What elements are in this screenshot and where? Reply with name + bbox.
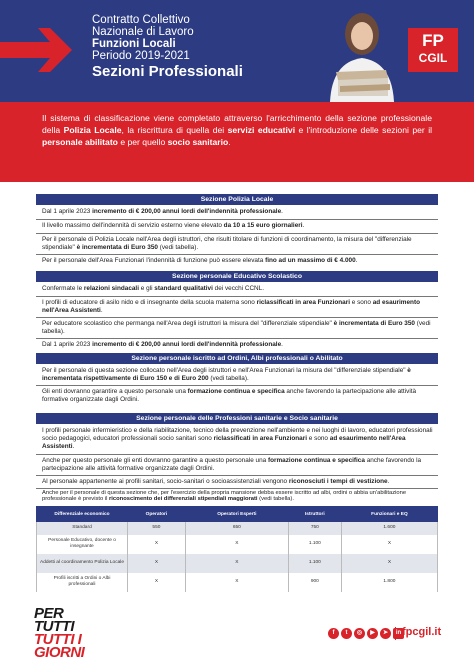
table-header-cell: Differenziale economico	[37, 507, 128, 522]
table-cell: Addetti al coordinamento Polizia Locale	[37, 554, 128, 573]
table-cell: X	[185, 554, 288, 573]
website-link[interactable]: fpcgil.it	[402, 626, 442, 638]
s1-para3: Per il personale di Polizia Locale nell'Area degli istruttori, che risulti titolare di funzioni di coordinamento, la misura del "differenziale stipendiale" è incrementata di Euro 350 (vedi tabella).	[42, 236, 412, 251]
divider	[36, 385, 438, 386]
intro-bold: personale abilitato	[42, 137, 118, 147]
arrow-graphic	[0, 20, 82, 80]
s3-para1: Per il personale di questa sezione collocato nell'Area degli istruttori e nell'Area Funzionari la misura del "differenziale stipendiale" è incrementata rispettivamente di Euro 150 e di Euro 200 (vedi tabella).	[42, 367, 411, 382]
logo-fp-text: FP	[422, 31, 444, 50]
title-line2: Nazionale di Lavoro	[92, 26, 194, 38]
header-banner	[0, 0, 474, 102]
tagline	[34, 607, 84, 659]
table-header-cell: Funzionari e EQ	[341, 507, 437, 522]
s2-para3: Per educatore scolastico che permanga nell'Area degli istruttori la misura del "differenziale stipendiale" è incrementata di Euro 350 (vedi tabella).	[42, 320, 431, 335]
intro-bold: socio sanitario	[167, 137, 229, 147]
s3-para2: Gli enti dovranno garantire a questo personale una formazione continua e specifica anche favorendo la partecipazione alle attività formative organizzate dagli Ordini.	[42, 388, 417, 403]
intro-text-part: e per quello	[117, 137, 168, 147]
tagline-line: TUTTI I	[34, 631, 82, 648]
table-cell: X	[128, 554, 186, 573]
tagline-line: PER	[34, 605, 64, 622]
title-line3: Funzioni Locali	[92, 38, 176, 50]
s4-para2: Anche per questo personale gli enti dovranno garantire a questo personale una formazione continua e specifica anche favorendo la partecipazione alle attività formative organizzate dagli Ordini.	[42, 457, 422, 472]
logo-cgil-text: CGIL	[418, 51, 448, 65]
table-header-cell: Operatori Esperti	[185, 507, 288, 522]
intro-text	[0, 102, 474, 182]
intro-text-part: , la riscrittura di quella dei	[121, 125, 228, 135]
table-row	[37, 535, 438, 554]
table-cell: 550	[128, 522, 186, 535]
table-cell: X	[341, 535, 437, 554]
divider	[36, 254, 438, 255]
s4-para1: I profili personale infermieristico e della riabilitazione, tecnico della prevenzione nell'ambiente e nei luoghi di lavoro, educatori professionali socio pedagogici, educatori professionali socio sanitari sono riclassificati in area Funzionari e sono ad esaurimento nell'Area Assistenti.	[42, 427, 433, 450]
intro-bold: Polizia Locale	[63, 125, 122, 135]
tagline-line: TUTTI	[34, 618, 74, 635]
table-cell: 1.100	[288, 535, 341, 554]
twitter-icon[interactable]: t	[341, 628, 352, 639]
fp-cgil-logo	[408, 28, 458, 72]
section-title-sanitarie: Sezione personale delle Professioni sanitarie e Socio sanitarie	[36, 413, 438, 424]
table-cell: X	[185, 535, 288, 554]
title-main: Sezioni Professionali	[92, 63, 243, 80]
linkedin-icon[interactable]: in	[393, 628, 404, 639]
tagline-line: GIORNI	[34, 644, 85, 661]
s1-para2: Il livello massimo dell'indennità di servizio esterno viene elevato da 10 a 15 euro giornalieri.	[42, 222, 305, 229]
table-cell: 750	[288, 522, 341, 535]
title-block	[92, 14, 243, 79]
divider	[36, 233, 438, 234]
s1-para4: Per il personale dell'Area Funzionari l'indennità di funzione può essere elevata fino ad un massimo di € 4.000.	[42, 257, 358, 264]
instagram-icon[interactable]: ◎	[354, 628, 365, 639]
divider	[36, 488, 438, 489]
table-cell: 1.600	[341, 522, 437, 535]
intro-bold: servizi educativi	[227, 125, 296, 135]
woman-with-books-photo	[322, 0, 402, 102]
table-header-row	[37, 507, 438, 522]
intro-text-part: Il sistema di classificazione viene completato attraverso l'arricchimento della sezione professionale della	[42, 113, 432, 135]
s2-para4: Dal 1 aprile 2023 incremento di € 200,00 annui lordi dell'indennità professionale.	[42, 341, 283, 348]
table-cell: 1.100	[288, 554, 341, 573]
youtube-icon[interactable]: ▶	[367, 628, 378, 639]
telegram-icon[interactable]: ➤	[380, 628, 391, 639]
s1-para1: Dal 1 aprile 2023 incremento di € 200,00 annui lordi dell'indennità professionale.	[42, 208, 283, 215]
section-title-polizia: Sezione Polizia Locale	[36, 194, 438, 205]
table-cell: 900	[288, 573, 341, 592]
table-cell: Personale Educativo, docente o insegnante	[37, 535, 128, 554]
table-cell: 650	[185, 522, 288, 535]
title-line4: Periodo 2019-2021	[92, 50, 190, 62]
intro-text-part: .	[228, 137, 231, 147]
s4-para3: Al personale appartenente ai profili sanitari, socio-sanitari o socioassistenziali vengono riconosciuti i tempi di vestizione.	[42, 478, 390, 485]
table-cell: X	[185, 573, 288, 592]
table-cell: X	[341, 554, 437, 573]
table-cell: Standard	[37, 522, 128, 535]
title-line1: Contratto Collettivo	[92, 14, 190, 26]
intro-text-part: e l'introduzione delle sezioni per il	[295, 125, 433, 135]
differenziale-table	[36, 506, 438, 592]
table-row	[37, 522, 438, 535]
divider	[36, 296, 438, 297]
section-title-ordini: Sezione personale iscritto ad Ordini, Albi professionali o Abilitato	[36, 353, 438, 364]
divider	[36, 338, 438, 339]
s2-para2: I profili di educatore di asilo nido e di insegnante della scuola materna sono riclassificati in area Funzionari e sono ad esaurimento nell'Area Assistenti.	[42, 299, 420, 314]
table-cell: Profili iscritti a Ordini o Albi professionali	[37, 573, 128, 592]
table-header-cell: Istruttori	[288, 507, 341, 522]
table-cell: 1.800	[341, 573, 437, 592]
divider	[36, 317, 438, 318]
divider	[36, 475, 438, 476]
table-row	[37, 554, 438, 573]
footer-separator	[395, 627, 396, 640]
facebook-icon[interactable]: f	[328, 628, 339, 639]
table-row	[37, 573, 438, 592]
s2-para1: Confermate le relazioni sindacali e gli standard qualitativi dei vecchi CCNL.	[42, 285, 265, 292]
section-title-educativo: Sezione personale Educativo Scolastico	[36, 271, 438, 282]
table-cell: X	[128, 573, 186, 592]
divider	[36, 219, 438, 220]
table-cell: X	[128, 535, 186, 554]
s4-para4: Anche per il personale di questa sezione che, per l'esercizio della propria mansione debba essere iscritto ad albi, ordini o abbia un'abilitazione professionale è previsto il riconoscimento dei differenziali stipendiali maggiorati (vedi tabella).	[42, 490, 407, 502]
table-header-cell: Operatori	[128, 507, 186, 522]
divider	[36, 454, 438, 455]
